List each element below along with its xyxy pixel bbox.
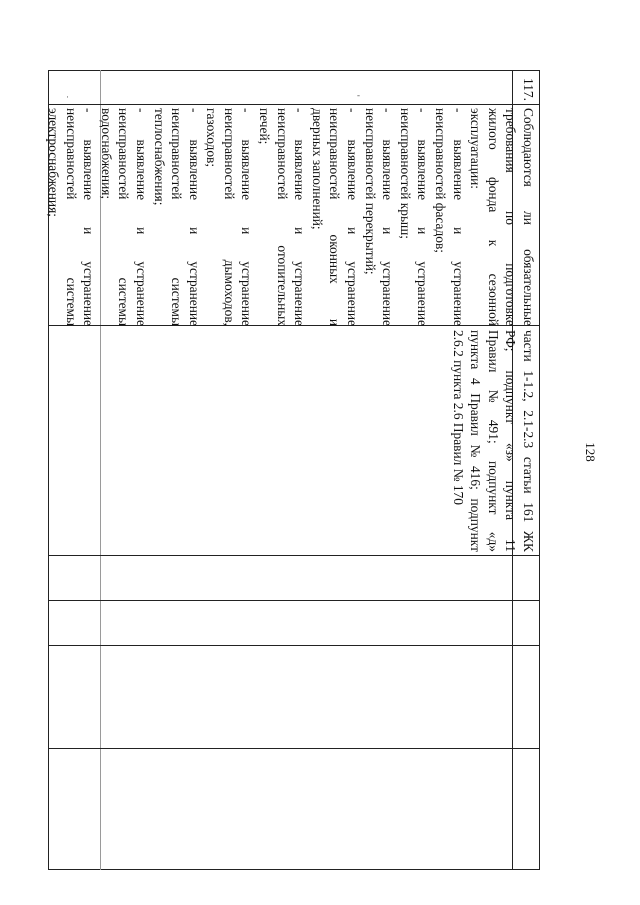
text-line xyxy=(220,108,238,326)
text-line xyxy=(308,108,326,326)
word: неисправностей xyxy=(221,108,237,200)
text-line xyxy=(484,108,502,326)
word: выявление xyxy=(133,139,149,201)
page-number: 128 xyxy=(583,442,598,462)
text-line xyxy=(44,108,62,326)
word: жилого xyxy=(485,108,501,150)
word: водоснабжения; xyxy=(98,108,114,200)
text-line xyxy=(185,108,203,326)
word: устранение xyxy=(186,261,202,326)
word: и xyxy=(327,318,343,326)
text-line xyxy=(519,108,537,326)
text-line xyxy=(379,108,397,326)
text-line xyxy=(291,108,309,326)
text-line xyxy=(238,108,256,326)
word: фонда xyxy=(485,177,501,213)
word: статьи xyxy=(521,456,536,494)
word: неисправностей xyxy=(274,108,290,200)
word: - xyxy=(380,108,396,113)
word: Соблюдаются xyxy=(521,108,536,187)
column-divider xyxy=(48,104,540,105)
word: ЖК xyxy=(521,531,536,552)
word: 1-1.2, xyxy=(521,370,536,402)
word: - xyxy=(415,108,431,113)
word: «д» xyxy=(485,531,501,552)
word: эксплуатации: xyxy=(468,108,484,190)
word: требования xyxy=(503,108,519,173)
word: подпункт xyxy=(503,370,519,425)
word: пункта xyxy=(468,330,484,370)
word: подпункт xyxy=(468,498,484,552)
word: к xyxy=(485,239,501,247)
word: части xyxy=(521,330,536,362)
text-line xyxy=(502,108,520,326)
column-divider xyxy=(48,555,540,556)
word: - xyxy=(133,108,149,113)
scan-mark: · xyxy=(66,92,69,102)
text-line xyxy=(150,108,168,326)
word: и xyxy=(415,227,431,235)
word: выявление xyxy=(415,139,431,201)
word: неисправностей крыш; xyxy=(397,108,413,240)
word: неисправностей xyxy=(169,108,185,200)
word: устранение xyxy=(133,261,149,326)
word: - xyxy=(450,108,466,113)
text-line xyxy=(449,330,467,552)
word: системы xyxy=(169,277,185,326)
word: оконных xyxy=(327,234,343,284)
word: и xyxy=(133,227,149,235)
text-line xyxy=(115,108,133,326)
word: № xyxy=(468,444,484,458)
scan-mark: - xyxy=(357,90,360,100)
word: отопительных xyxy=(274,245,290,326)
text-line xyxy=(414,108,432,326)
word: - xyxy=(81,108,97,113)
word: ли xyxy=(521,211,536,225)
reference-cell xyxy=(449,330,537,552)
word: устранение xyxy=(239,261,255,326)
word: 4 xyxy=(468,378,484,385)
word: электроснабжения; xyxy=(45,108,61,217)
word: системы xyxy=(116,277,132,326)
text-line xyxy=(62,108,80,326)
text-line xyxy=(361,108,379,326)
text-line xyxy=(132,108,150,326)
text-line xyxy=(97,108,115,326)
word: теплоснабжения; xyxy=(151,108,167,206)
word: РФ; xyxy=(503,330,519,352)
word: устранение xyxy=(292,261,308,326)
word: неисправностей перекрытий; xyxy=(362,108,378,275)
word: выявление xyxy=(345,139,361,201)
text-line xyxy=(326,108,344,326)
word: устранение xyxy=(345,261,361,326)
text-line xyxy=(484,330,502,552)
word: печей; xyxy=(257,108,273,145)
word: дверных заполнений; xyxy=(309,108,325,230)
text-line xyxy=(396,108,414,326)
word: № xyxy=(485,389,501,403)
word: неисправностей фасадов; xyxy=(433,108,449,254)
word: пункта xyxy=(503,480,519,521)
word: и xyxy=(380,227,396,235)
question-cell xyxy=(44,108,537,326)
word: и xyxy=(186,227,202,235)
word: 416; xyxy=(468,465,484,490)
word: системы xyxy=(63,277,79,326)
word: - xyxy=(292,108,308,113)
word: - xyxy=(186,108,202,113)
word: выявление xyxy=(380,139,396,201)
word: и xyxy=(450,227,466,235)
text-line xyxy=(203,108,221,326)
text-line xyxy=(467,108,485,326)
word: выявление xyxy=(186,139,202,201)
word: выявление xyxy=(292,139,308,201)
word: 2.1-2.3 xyxy=(521,410,536,449)
word: устранение xyxy=(450,261,466,326)
word: неисправностей xyxy=(63,108,79,200)
word: дымоходов, xyxy=(221,259,237,326)
word: устранение xyxy=(81,261,97,326)
text-line xyxy=(467,330,485,552)
word: неисправностей xyxy=(327,108,343,200)
text-line xyxy=(502,330,520,552)
word: Правил xyxy=(485,330,501,373)
word: и xyxy=(239,227,255,235)
column-divider xyxy=(48,600,540,601)
word: 2.6.2 пункта 2.6 Правил № 170 xyxy=(450,330,466,505)
word: 161 xyxy=(521,502,536,523)
word: 11 xyxy=(503,539,519,552)
row-number: 117. xyxy=(521,78,536,101)
word: и xyxy=(81,227,97,235)
column-divider xyxy=(48,748,540,749)
word: - xyxy=(345,108,361,113)
word: Правил xyxy=(468,393,484,436)
text-line xyxy=(273,108,291,326)
text-line xyxy=(431,108,449,326)
word: подпункт xyxy=(485,460,501,515)
text-line xyxy=(256,108,274,326)
text-line xyxy=(449,108,467,326)
word: 491; xyxy=(485,419,501,444)
word: «з» xyxy=(503,443,519,462)
word: по xyxy=(503,211,519,225)
text-line xyxy=(519,330,537,552)
word: газоходов; xyxy=(204,108,220,168)
word: неисправностей xyxy=(116,108,132,200)
word: - xyxy=(239,108,255,113)
word: устранение xyxy=(380,261,396,326)
word: устранение xyxy=(415,261,431,326)
word: выявление xyxy=(239,139,255,201)
word: подготовке xyxy=(503,263,519,326)
text-line xyxy=(168,108,186,326)
column-divider xyxy=(48,645,540,646)
word: и xyxy=(345,227,361,235)
word: выявление xyxy=(450,139,466,201)
word: обязательные xyxy=(521,249,536,326)
text-line xyxy=(343,108,361,326)
word: выявление xyxy=(81,139,97,201)
word: и xyxy=(292,227,308,235)
text-line xyxy=(80,108,98,326)
word: сезонной xyxy=(485,273,501,326)
